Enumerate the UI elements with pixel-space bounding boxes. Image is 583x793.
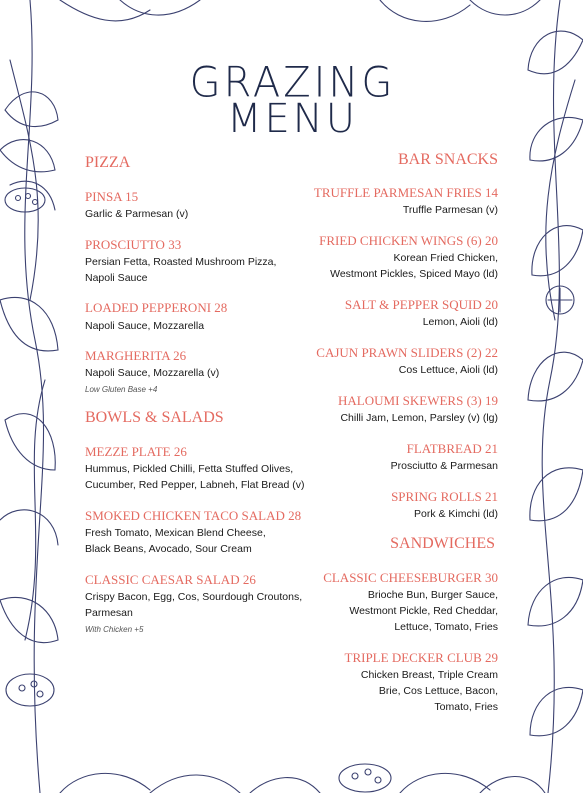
menu-item-name: TRUFFLE PARMESAN FRIES 14 — [313, 185, 498, 200]
menu-item-name: SPRING ROLLS 21 — [391, 489, 498, 504]
menu-panel — [60, 36, 525, 760]
section-heading-bar-snacks: BAR SNACKS — [397, 151, 498, 168]
menu-item-desc: Chilli Jam, Lemon, Parsley (v) (lg) — [340, 412, 498, 424]
menu-title-line1: GRAZING — [189, 58, 396, 108]
menu-item-desc: Napoli Sauce, Mozzarella — [85, 320, 205, 332]
menu-item-desc: Brioche Bun, Burger Sauce, Westmont Pickle, Red Cheddar, Lettuce, Tomato, Fries — [349, 589, 498, 633]
menu-item-name: LOADED PEPPERONI 28 — [85, 300, 228, 315]
menu-item-desc: Pork & Kimchi (ld) — [413, 508, 498, 520]
menu-item-name: SALT & PEPPER SQUID 20 — [344, 297, 498, 312]
menu-item-name: PROSCIUTTO 33 — [85, 237, 182, 252]
menu-item-desc: Napoli Sauce, Mozzarella (v) — [85, 367, 220, 379]
section-heading-bowls: BOWLS & SALADS — [85, 409, 224, 426]
section-heading-pizza: PIZZA — [85, 154, 131, 171]
menu-item-name: FRIED CHICKEN WINGS (6) 20 — [319, 233, 498, 248]
menu-item-desc: Cos Lettuce, Aioli (ld) — [398, 364, 498, 376]
menu-item-name: CLASSIC CAESAR SALAD 26 — [85, 572, 256, 587]
menu-item-desc: Chicken Breast, Triple Cream Brie, Cos Lettuce, Bacon, Tomato, Fries — [360, 669, 498, 713]
menu-item-name: PINSA 15 — [85, 189, 139, 204]
menu-item-name: HALOUMI SKEWERS (3) 19 — [338, 393, 498, 408]
menu-item-desc: Lemon, Aioli (ld) — [422, 316, 498, 328]
menu-item-desc: Persian Fetta, Roasted Mushroom Pizza, Napoli Sauce — [85, 256, 277, 284]
menu-title-line2: MENU — [227, 96, 358, 142]
menu-item-name: CLASSIC CHEESEBURGER 30 — [323, 570, 498, 585]
menu-item-name: MEZZE PLATE 26 — [85, 444, 187, 459]
menu-item-desc: Garlic & Parmesan (v) — [85, 208, 189, 220]
menu-item-note: With Chicken +5 — [85, 625, 144, 634]
menu-item-desc: Fresh Tomato, Mexican Blend Cheese, Black Beans, Avocado, Sour Cream — [85, 527, 266, 555]
menu-item-name: TRIPLE DECKER CLUB 29 — [344, 650, 498, 665]
menu-item-desc: Prosciutto & Parmesan — [390, 460, 498, 472]
menu-item-desc: Truffle Parmesan (v) — [402, 204, 498, 216]
menu-item-name: MARGHERITA 26 — [85, 348, 187, 363]
menu-item-name: SMOKED CHICKEN TACO SALAD 28 — [85, 508, 302, 523]
menu-item-name: CAJUN PRAWN SLIDERS (2) 22 — [316, 345, 498, 360]
menu-item-desc: Korean Fried Chicken, Westmont Pickles, Spiced Mayo (ld) — [330, 252, 498, 280]
section-heading-sandwiches: SANDWICHES — [390, 535, 495, 552]
menu-item-note: Low Gluten Base +4 — [85, 385, 158, 394]
menu-item-desc: Hummus, Pickled Chilli, Fetta Stuffed Olives, Cucumber, Red Pepper, Labneh, Flat Bread (v) — [85, 463, 305, 491]
menu-item-name: FLATBREAD 21 — [406, 441, 498, 456]
menu-item-desc: Crispy Bacon, Egg, Cos, Sourdough Croutons, Parmesan — [85, 591, 303, 619]
